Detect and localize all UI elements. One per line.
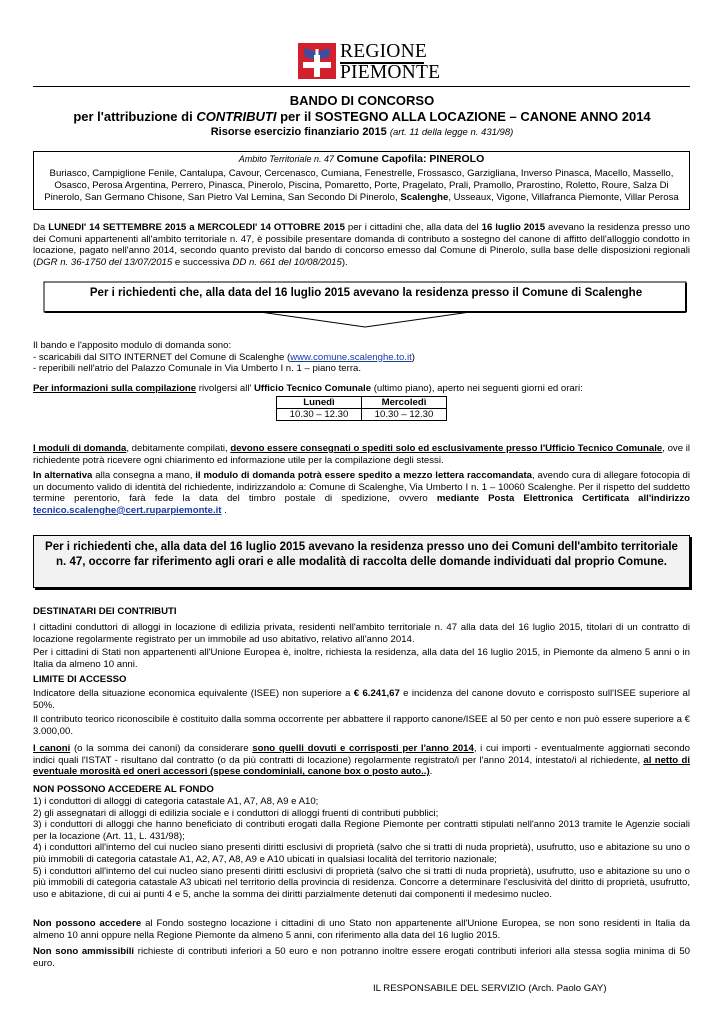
destinatari-paragraph-2: Per i cittadini di Stati non appartenenti all'Unione Europea è, inoltre, richiesta la residenza, alla data del 16 luglio 2015, in Piemonte da almeno 5 anni o in Italia da almeno 10 anni. xyxy=(33,647,690,670)
destinatari-heading: DESTINATARI DEI CONTRIBUTI xyxy=(33,606,177,617)
esclusioni-item: 5) i conduttori all'interno del cui nucleo siano presenti diritti esclusivi di proprietà (salvo che si tratti di nuda proprietà), usufrutto, uso e abitazione su uno o più immobili di categoria catastale A3 ubicati nel territorio della provincia di residenza. Concorre a determinare l'esclusività del diritto di proprietà, usufrutto, uso e abitazione, di cui ai punti 4 e 5, anche la somma dei diritti parzialmente detenuti dai componenti il medesimo nucleo. xyxy=(33,865,690,900)
destinatari-paragraph-1: I cittadini conduttori di alloggi in locazione di edilizia privata, residenti nell'ambito territoriale n. 47 alla data del 16 luglio 2015, titolari di un contratto di locazione regolarmente registrato per un immobile ad uso abitativo, relativo all'anno 2014. xyxy=(33,622,690,645)
hours-header-monday: Lunedì xyxy=(277,397,362,409)
esclusioni-item: 2) gli assegnatari di alloggi di edilizia sociale e i conduttori di alloggi fruenti di contributi pubblici; xyxy=(33,807,439,819)
website-link[interactable]: www.comune.scalenghe.to.it xyxy=(290,351,412,363)
ambito-box: Ambito Territoriale n. 47 Comune Capofila: PINEROLO Buriasco, Campiglione Fenile, Cantalupa, Cavour, Cercenasco, Cumiana, Fenestrelle, Frossasco, Garzigliana, Inverso Pinasca, Macello, Massello, Osasco, Perosa Argentina, Perrero, Pinasca, Pinerolo, Piscina, Pomaretto, Porte, Pragelato, Prali, Pramollo, Prarostino, Roletto, Roure, Salza Di Pinerolo, San Germano Chisone, San Pietro Val Lemina, San Secondo Di Pinerolo, Scalenghe, Usseaux, Vigone, Villafranca Piemonte, Villar Perosa xyxy=(33,151,690,210)
esclusioni-heading: NON POSSONO ACCEDERE AL FONDO xyxy=(33,784,214,795)
hours-value-monday: 10.30 – 12.30 xyxy=(277,409,362,421)
page-subtitle: per l'attribuzione di CONTRIBUTI per il SOSTEGNO ALLA LOCAZIONE – CANONE ANNO 2014 xyxy=(73,109,651,124)
logo-text-piemonte: PIEMONTE xyxy=(340,62,441,83)
page-title: BANDO DI CONCORSO xyxy=(289,93,435,108)
hours-value-wednesday: 10.30 – 12.30 xyxy=(362,409,447,421)
esclusioni-item: 3) i conduttori di alloggi che hanno beneficiato di contributi erogati dalla Regione Piemonte per contratti stipulati nell'anno 2013 tramite le Agenzie sociali per la locazione (Art. 11, L. 431/98); xyxy=(33,819,690,842)
funding-line: Risorse esercizio finanziario 2015 (art. 11 della legge n. 431/98) xyxy=(210,126,514,138)
info-line: Per informazioni sulla compilazione rivolgersi all' Ufficio Tecnico Comunale (ultimo piano), aperto nei seguenti giorni ed orari: xyxy=(33,383,583,394)
header-divider xyxy=(33,86,690,87)
extra-non-ue-paragraph: Non possono accedere al Fondo sostegno locazione i cittadini di uno Stato non appartenente all'Unione Europea, se non sono residenti in Italia da almeno 10 anni oppure nella Regione Piemonte da almeno 5 anni, con riferimento alla data del 16 luglio 2015. xyxy=(33,918,690,941)
hours-table xyxy=(276,396,447,421)
limite-heading: LIMITE DI ACCESSO xyxy=(33,674,127,685)
availability-block: Il bando e l'apposito modulo di domanda sono: - scaricabili dal SITO INTERNET del Comune di Scalenghe (www.comune.scalenghe.to.it) - reperibili nell'atrio del Palazzo Comunale in Via Umberto I n. 1 – piano terra. xyxy=(33,340,415,375)
signature: IL RESPONSABILE DEL SERVIZIO (Arch. Paolo GAY) xyxy=(373,983,607,994)
alternativa-paragraph: In alternativa alla consegna a mano, il modulo di domanda potrà essere spedito a mezzo lettera raccomandata, avendo cura di allegare fotocopia di un documento valido di identità del richiedente, indirizzandolo a: Comune di Scalenghe, Via Umberto I n. 1 – 10060 Scalenghe. Per il rispetto del suddetto termine perentorio, farà fede la data del timbro postale di spedizione, ovvero mediante Posta Elettronica Certificata all'indirizzo tecnico.scalenghe@cert.ruparpiemonte.it . xyxy=(33,470,691,516)
extra-soglia-paragraph: Non sono ammissibili richieste di contributi inferiori a 50 euro e non potranno inoltre essere erogati contributi inferiori alla stessa soglia minima di 50 euro. xyxy=(33,946,690,969)
esclusioni-item: 1) i conduttori di alloggi di categoria catastale A1, A7, A8, A9 e A10; xyxy=(33,796,319,807)
limite-contributo-paragraph: Il contributo teorico riconoscibile è costituito dalla somma occorrente per abbattere il rapporto canone/ISEE al 50 per cento e non può essere superiore a € 3.000,00. xyxy=(33,714,690,737)
limite-canoni-paragraph: I canoni (o la somma dei canoni) da considerare sono quelli dovuti e corrisposti per l'anno 2014, i cui importi - eventualmente aggiornati secondo indici quali l'ISTAT - risultano dal contratto (o da più contratti di locazione) regolarmente registrato/i per l'anno 2014, intestato/i al richiedente, al netto di eventuale morosità ed oneri accessori (spese condominiali, canone box o posto auto..). xyxy=(33,743,690,778)
esclusioni-list xyxy=(33,796,690,900)
limite-isee-paragraph: Indicatore della situazione economica equivalente (ISEE) non superiore a € 6.241,67 e incidenza del canone dovuto e corrisposto sull'ISEE superiore al 50%. xyxy=(33,688,690,711)
banner-ambito-comuni: Per i richiedenti che, alla data del 16 luglio 2015 avevano la residenza presso uno dei Comuni dell'ambito territoriale n. 47, occorre far riferimento agli orari e alle modalità di raccolta delle domande individuati dal proprio Comune. xyxy=(33,535,690,588)
regione-piemonte-crest-icon xyxy=(298,43,336,79)
moduli-paragraph: I moduli di domanda, debitamente compilati, devono essere consegnati o spediti solo ed esclusivamente presso l'Ufficio Tecnico Comunale, ove il richiedente potrà ricevere ogni chiarimento ed informazione utile per la compilazione degli stessi. xyxy=(33,443,690,466)
ambito-comuni-list: Buriasco, Campiglione Fenile, Cantalupa, Cavour, Cercenasco, Cumiana, Fenestrelle, Frossasco, Garzigliana, Inverso Pinasca, Macello, Massello, Osasco, Perosa Argentina, Perrero, Pinasca, Pinerolo, Piscina, Pomaretto, Porte, Pragelato, Prali, Pramollo, Prarostino, Roletto, Roure, Salza Di Pinerolo, San Germano Chisone, San Pietro Val Lemina, San Secondo Di Pinerolo, Scalenghe, Usseaux, Vigone, Villafranca Piemonte, Villar Perosa xyxy=(44,167,679,204)
esclusioni-item: 4) i conduttori all'interno del cui nucleo siano presenti diritti esclusivi di proprietà (salvo che si tratti di nuda proprietà), usufrutto, uso e abitazione su uno o più immobili di categoria catastale A1, A2, A7, A8, A9 e A10 ubicati in qualsiasi località del territorio nazionale; xyxy=(33,842,690,865)
hours-header-wednesday: Mercoledì xyxy=(362,397,447,409)
intro-paragraph: Da LUNEDI' 14 SETTEMBRE 2015 a MERCOLEDI' 14 OTTOBRE 2015 per i cittadini che, alla data del 16 luglio 2015 avevano la residenza presso uno dei Comuni appartenenti all'ambito territoriale n. 47, è possibile presentare domanda di contributo a sostegno del canone di affitto dell'alloggio condotto in locazione, pagato nell'anno 2014, secondo quanto previsto dal bando di concorso emesso dal Comune di Pinerolo, sulla base delle disposizioni regionali (DGR n. 36-1750 del 13/07/2015 e successiva DD n. 661 del 10/08/2015). xyxy=(33,222,691,268)
banner-scalenghe: Per i richiedenti che, alla data del 16 luglio 2015 avevano la residenza presso il Comune di Scalenghe xyxy=(89,287,643,299)
logo-text-regione: REGIONE xyxy=(340,41,427,62)
pec-email-link[interactable]: tecnico.scalenghe@cert.ruparpiemonte.it xyxy=(33,504,222,516)
